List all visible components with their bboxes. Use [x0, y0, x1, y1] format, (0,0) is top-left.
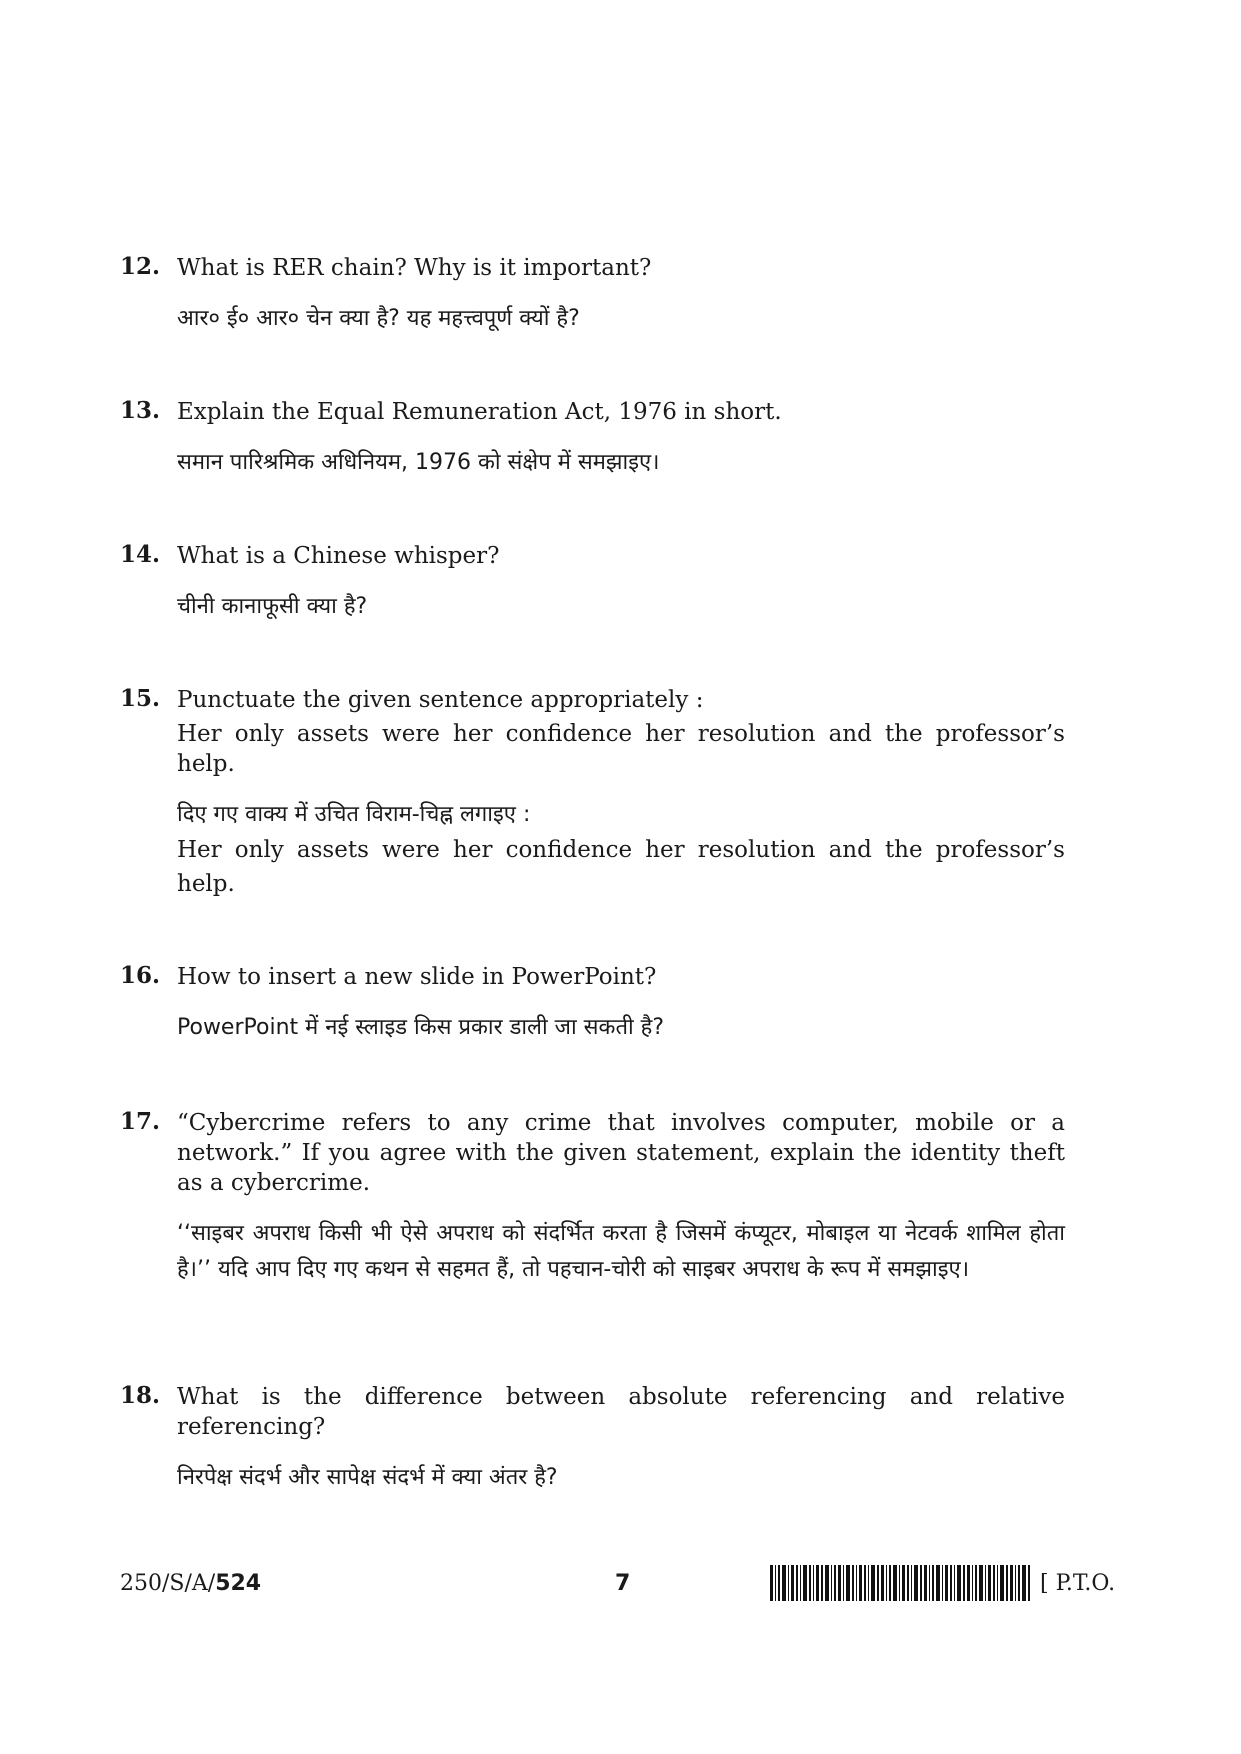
question-text-en: Explain the Equal Remuneration Act, 1976 in short.	[177, 399, 782, 425]
question-sentence-en: Her only assets were her confidence her resolution and the professor’s help.	[177, 721, 1065, 777]
question-15	[120, 685, 1065, 901]
question-number: 18.	[120, 1382, 161, 1409]
question-number: 17.	[120, 1108, 161, 1135]
question-text-hi: चीनी कानाफूसी क्या है?	[177, 594, 368, 619]
question-text-en: Punctuate the given sentence appropriately :	[177, 687, 704, 713]
question-16	[120, 962, 1065, 1046]
paper-code	[120, 1571, 261, 1596]
question-text-en: What is a Chinese whisper?	[177, 543, 500, 569]
question-13	[120, 397, 1065, 481]
question-number: 12.	[120, 253, 161, 280]
question-12	[120, 253, 1065, 337]
question-text-hi: निरपेक्ष संदर्भ और सापेक्ष संदर्भ में क्या अंतर है?	[177, 1465, 558, 1490]
question-text-en: How to insert a new slide in PowerPoint?	[177, 964, 657, 990]
question-sentence-hi: Her only assets were her confidence her resolution and the professor’s help.	[177, 837, 1065, 897]
page-number: 7	[615, 1571, 631, 1596]
question-number: 16.	[120, 962, 161, 989]
question-text-hi: दिए गए वाक्य में उचित विराम-चिह्न लगाइए :	[177, 802, 531, 827]
question-number: 15.	[120, 685, 161, 712]
question-14	[120, 541, 1065, 625]
barcode-icon	[770, 1565, 1030, 1601]
question-text-en: What is RER chain? Why is it important?	[177, 255, 652, 281]
question-18	[120, 1382, 1065, 1496]
question-text-hi: PowerPoint में नई स्लाइड किस प्रकार डाली जा सकती है?	[177, 1015, 665, 1040]
question-text-en: “Cybercrime refers to any crime that involves computer, mobile or a network.” If you agree with the given statement, explain the identity theft as a cybercrime.	[177, 1110, 1065, 1196]
page-footer	[120, 1565, 1130, 1605]
question-text-hi: ‘‘साइबर अपराध किसी भी ऐसे अपराध को संदर्भित करता है जिसमें कंप्यूटर, मोबाइल या नेटवर्क शामिल होता है।’’ यदि आप दिए गए कथन से सहमत हैं, तो पहचान-चोरी को साइबर अपराध के रूप में समझाइए।	[177, 1221, 1065, 1282]
pto-label: [ P.T.O.	[1040, 1571, 1116, 1596]
question-17	[120, 1108, 1065, 1288]
question-text-hi: आर० ई० आर० चेन क्या है? यह महत्त्वपूर्ण क्यों है?	[177, 306, 580, 331]
question-text-en: What is the difference between absolute referencing and relative referencing?	[177, 1384, 1065, 1440]
question-number: 14.	[120, 541, 161, 568]
question-text-hi: समान पारिश्रमिक अधिनियम, 1976 को संक्षेप में समझाइए।	[177, 450, 660, 475]
paper-code-prefix: 250/S/A/	[120, 1571, 216, 1596]
question-number: 13.	[120, 397, 161, 424]
paper-code-bold: 524	[215, 1571, 262, 1596]
